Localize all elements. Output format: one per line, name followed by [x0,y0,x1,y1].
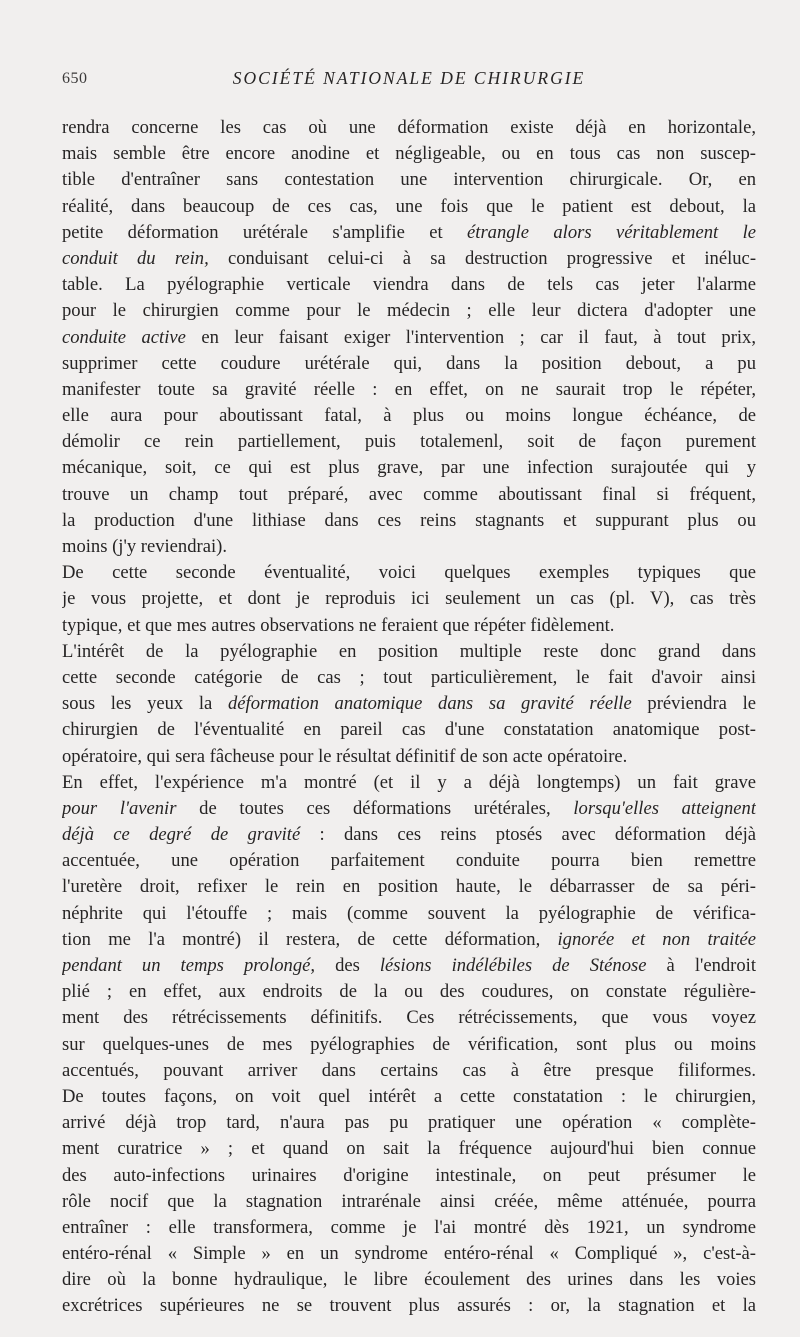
text-line: pour le chirurgien comme pour le médecin ; elle leur dictera d'adopter une [62,300,756,322]
text-line: mécanique, soit, ce qui est plus grave, par une infection surajoutée qui y [62,457,756,479]
text-line: je vous projette, et dont je reproduis ici seulement un cas (pl. V), cas très [62,588,756,610]
text-line: mais semble être encore anodine et négligeable, ou en tous cas non suscep- [62,143,756,165]
text-line: table. La pyélographie verticale viendra dans de tels cas jeter l'alarme [62,274,756,296]
text-line: opératoire, qui sera fâcheuse pour le résultat définitif de son acte opératoire. [62,745,628,767]
text-line: conduite active en leur faisant exiger l'intervention ; car il faut, à tout prix, [62,326,756,348]
text-line: pour l'avenir de toutes ces déformations urétérales, lorsqu'elles atteignent [62,797,756,819]
running-title: SOCIÉTÉ NATIONALE DE CHIRURGIE [232,68,586,88]
text-line: la production d'une lithiase dans ces reins stagnants et suppurant plus ou [62,509,756,531]
text-line: entraîner : elle transformera, comme je l'ai montré dès 1921, un syndrome [62,1216,756,1238]
page-number: 650 [62,70,88,87]
text-line: sur quelques-unes de mes pyélographies de vérification, sont plus ou moins [62,1033,756,1055]
text-line: excrétrices supérieures ne se trouvent plus assurés : or, la stagnation et la [62,1295,756,1317]
text-line: pendant un temps prolongé, des lésions indélébiles de Sténose à l'endroit [62,955,756,976]
text-line: cette seconde catégorie de cas ; tout particulièrement, le fait d'avoir ainsi [62,666,756,688]
text-line: elle aura pour aboutissant fatal, à plus ou moins longue échéance, de [62,405,756,427]
text-line: typique, et que mes autres observations ne feraient que répéter fidèlement. [62,614,615,636]
text-line: plié ; en effet, aux endroits de la ou des coudures, on constate régulière- [62,981,756,1003]
text-line: conduit du rein, conduisant celui-ci à sa destruction progressive et inéluc- [62,247,756,269]
text-line: En effet, l'expérience m'a montré (et il y a déjà longtemps) un fait grave [62,771,756,793]
text-line: supprimer cette coudure urétérale qui, dans la position debout, a pu [62,352,756,374]
text-line: chirurgien de l'éventualité en pareil cas d'une constatation anatomique post- [62,719,756,741]
page-header [62,68,756,98]
text-line: rendra concerne les cas où une déformation existe déjà en horizontale, [62,117,756,138]
text-line: réalité, dans beaucoup de ces cas, une fois que le patient est debout, la [62,195,756,217]
text-line: tible d'entraîner sans contestation une intervention chirurgicale. Or, en [62,169,756,191]
text-line: arrivé déjà trop tard, n'aura pas pu pratiquer une opération « complète- [62,1112,756,1134]
text-line: ment curatrice » ; et quand on sait la fréquence aujourd'hui bien connue [62,1138,756,1160]
text-line: rôle nocif que la stagnation intrarénale ainsi créée, même atténuée, pourra [62,1190,756,1212]
text-line: accentuée, une opération parfaitement conduite pourra bien remettre [62,850,756,872]
text-line: De toutes façons, on voit quel intérêt a cette constatation : le chirurgien, [62,1085,756,1107]
text-line: entéro-rénal « Simple » en un syndrome entéro-rénal « Compliqué », c'est-à- [62,1243,756,1265]
body-text [62,115,756,1320]
text-line: accentués, pouvant arriver dans certains cas à être presque filiformes. [62,1059,756,1081]
text-line: dire où la bonne hydraulique, le libre écoulement des urines dans les voies [62,1269,756,1291]
text-line: néphrite qui l'étouffe ; mais (comme souvent la pyélographie de vérifica- [62,902,756,924]
text-line: moins (j'y reviendrai). [62,536,227,557]
text-line: trouve un champ tout préparé, avec comme aboutissant final si fréquent, [62,483,756,505]
text-line: tion me l'a montré) il restera, de cette déformation, ignorée et non traitée [62,928,756,950]
text-line: ment des rétrécissements définitifs. Ces rétrécissements, que vous voyez [62,1007,756,1029]
document-page [62,68,756,1320]
text-line: démolir ce rein partiellement, puis totalemenl, soit de façon purement [62,431,756,453]
text-line: petite déformation urétérale s'amplifie et étrangle alors véritablement le [62,221,756,243]
text-line: L'intérêt de la pyélographie en position multiple reste donc grand dans [62,640,756,662]
text-line: des auto-infections urinaires d'origine intestinale, on peut présumer le [62,1164,756,1186]
text-line: manifester toute sa gravité réelle : en effet, on ne saurait trop le répéter, [62,378,756,400]
text-line: De cette seconde éventualité, voici quelques exemples typiques que [62,562,756,584]
text-line: sous les yeux la déformation anatomique dans sa gravité réelle préviendra le [62,693,756,715]
text-line: déjà ce degré de gravité : dans ces reins ptosés avec déformation déjà [62,824,756,846]
text-line: l'uretère droit, refixer le rein en position haute, le débarrasser de sa péri- [62,876,756,898]
